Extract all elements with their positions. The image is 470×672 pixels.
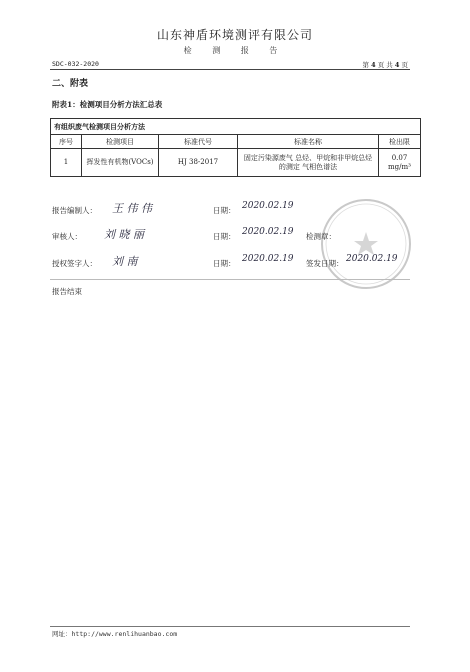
col-header-no: 序号 — [51, 135, 82, 149]
cell-code: HJ 38-2017 — [159, 149, 238, 177]
cell-item: 挥发性有机物(VOCs) — [82, 149, 159, 177]
signature-divider — [50, 279, 410, 280]
page-prefix: 第 — [362, 61, 370, 69]
page-current: 4 — [371, 61, 376, 69]
header-divider — [50, 69, 410, 70]
inspection-seal-label: 检测章： — [306, 232, 336, 241]
inspection-seal — [318, 196, 414, 292]
methods-table — [50, 118, 421, 177]
website-link[interactable]: 网址：http://www.renlihuanbao.com — [52, 630, 178, 638]
reviewer-label: 审核人： — [52, 232, 82, 241]
page-indicator — [363, 60, 408, 69]
report-subtitle: 检 测 报 告 — [183, 46, 287, 55]
compiler-date-label: 日期： — [213, 206, 236, 215]
col-header-code: 标准代号 — [159, 135, 238, 149]
page-suffix: 页 — [401, 61, 408, 69]
signer-date: 2020.02.19 — [242, 254, 294, 264]
footer-divider — [50, 626, 410, 627]
table-caption: 附表1：检测项目分析方法汇总表 — [52, 100, 163, 109]
issue-date: 2020.02.19 — [346, 254, 398, 264]
page-mid: 页 共 — [377, 61, 393, 69]
signer-date-label: 日期： — [213, 259, 236, 268]
col-header-name: 标准名称 — [238, 135, 379, 149]
issue-date-label: 签发日期： — [306, 259, 344, 268]
table-header-row — [51, 135, 421, 149]
signer-label: 授权签字人： — [52, 259, 97, 268]
document-number: SDC-032-2020 — [52, 60, 99, 68]
signer-signature: 刘 南 — [112, 255, 138, 268]
table-row — [51, 149, 421, 177]
compiler-label: 报告编制人： — [52, 206, 97, 215]
company-name: 山东神盾环境测评有限公司 — [156, 28, 313, 42]
col-header-limit: 检出限 — [379, 135, 421, 149]
reviewer-signature: 刘 晓 丽 — [104, 228, 144, 241]
table-category: 有组织废气检测项目分析方法 — [51, 119, 421, 135]
col-header-item: 检测项目 — [82, 135, 159, 149]
cell-name: 固定污染源废气 总烃、甲烷和非甲烷总烃的测定 气相色谱法 — [238, 149, 379, 177]
page-total: 4 — [394, 61, 400, 69]
cell-no: 1 — [51, 149, 82, 177]
reviewer-date: 2020.02.19 — [242, 227, 294, 237]
section-title: 二、附表 — [52, 79, 89, 89]
reviewer-date-label: 日期： — [213, 232, 236, 241]
compiler-signature: 王 伟 伟 — [112, 202, 152, 215]
compiler-date: 2020.02.19 — [242, 201, 294, 211]
report-end: 报告结束 — [52, 287, 82, 296]
cell-limit: 0.07 mg/m³ — [379, 149, 421, 177]
